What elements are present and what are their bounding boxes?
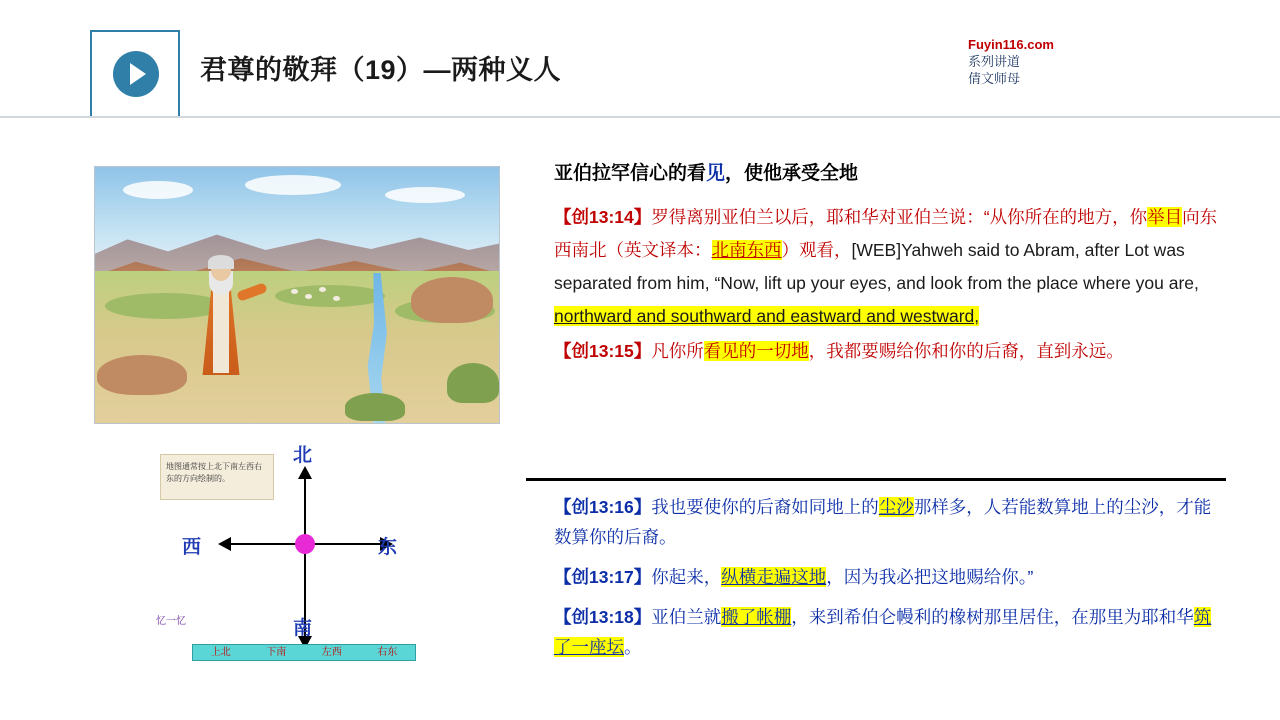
legend-item-3: 右东 <box>377 647 398 658</box>
cloud-shape <box>123 181 193 199</box>
verse-gen-13-15 <box>526 335 1226 368</box>
header-divider <box>0 116 1280 118</box>
cloud-shape <box>245 175 341 195</box>
verse-seg: 你起来， <box>651 567 722 587</box>
arrow-left-icon <box>218 537 231 551</box>
verse-seg: 。 <box>624 637 642 657</box>
verse-reference: 【创13:16】 <box>554 497 652 517</box>
sheep-dot <box>333 296 340 301</box>
verse-seg: 亚伯兰就 <box>651 607 722 627</box>
brand-speaker: 倩文师母 <box>968 71 1021 86</box>
scripture-column-bottom <box>526 492 1226 664</box>
page-title: 君尊的敬拜（19）—两种义人 <box>200 55 562 85</box>
verse-gen-13-16 <box>526 492 1226 552</box>
cloud-shape <box>385 187 465 203</box>
verse-gen-13-17 <box>526 562 1226 592</box>
verse-reference: 【创13:18】 <box>554 607 652 627</box>
verse-seg: ）观看， <box>781 240 852 260</box>
bush-shape <box>345 393 405 421</box>
abraham-tunic <box>213 285 229 373</box>
arrow-up-icon <box>298 466 312 479</box>
rock-formation <box>411 277 493 323</box>
brand-series: 系列讲道 <box>968 54 1021 69</box>
verse-seg: 凡你所 <box>651 341 704 361</box>
verse-seg-english-highlight: northward and southward and eastward and westward, <box>554 306 980 326</box>
verse-seg-highlight: 纵横走遍这地 <box>721 567 827 587</box>
abraham-hair <box>208 255 234 269</box>
verse-seg-highlight: 北南东西 <box>711 240 782 260</box>
heading-part-2: 见 <box>706 163 726 184</box>
verse-seg-english: [WEB]Yahweh said to Abram, after Lot was separated from him, “Now, lift up your eyes, and look from the place where you are, <box>554 240 1199 293</box>
brand-site: Fuyin116.com <box>968 37 1054 52</box>
legend-item-1: 下南 <box>266 647 287 658</box>
legend-item-2: 左西 <box>321 647 342 658</box>
compass-diagram <box>150 440 450 675</box>
sheep-dot <box>305 294 312 299</box>
grass-patch <box>105 293 225 319</box>
verse-seg-highlight: 举目 <box>1147 207 1183 227</box>
verse-seg: 罗得离别亚伯兰以后，耶和华对亚伯兰说：“从你所在的地方，你 <box>651 207 1148 227</box>
direction-south-label: 南 <box>293 618 313 639</box>
play-button-icon <box>113 51 159 97</box>
section-heading <box>554 158 1226 185</box>
verse-gen-13-18 <box>526 602 1226 662</box>
verse-reference: 【创13:14】 <box>554 207 652 227</box>
brand-block <box>968 36 1168 87</box>
scripture-column-top <box>526 158 1226 370</box>
heading-part-3: ，使他承受全地 <box>725 163 859 184</box>
verse-seg: 向东西南北（英文译本： <box>554 207 1218 260</box>
play-triangle-icon <box>130 63 146 85</box>
verse-gen-13-14 <box>526 201 1226 333</box>
verse-seg-highlight: 搬了帐棚 <box>721 607 792 627</box>
verse-seg: ，因为我必把这地赐给你。” <box>826 567 1034 587</box>
direction-legend <box>192 644 416 661</box>
center-point-marker <box>295 534 315 554</box>
sheep-dot <box>319 287 326 292</box>
section-divider <box>526 478 1226 481</box>
verse-reference: 【创13:17】 <box>554 567 652 587</box>
rock-formation <box>97 355 187 395</box>
slide-header <box>0 0 1280 118</box>
grass-patch <box>275 285 385 307</box>
verse-seg: 我也要使你的后裔如同地上的 <box>651 497 879 517</box>
verse-reference: 【创13:15】 <box>554 341 652 361</box>
direction-east-label: 东 <box>378 537 398 558</box>
legend-item-0: 上北 <box>210 647 231 658</box>
map-note: 地图通常按上北下南左西右东的方向绘制的。 <box>160 454 274 500</box>
verse-seg: 那样多，人若能数算地上的尘沙，才能数算你的后裔。 <box>554 497 1212 547</box>
verse-seg-highlight: 尘沙 <box>878 497 914 517</box>
direction-west-label: 西 <box>182 537 202 558</box>
verse-seg-highlight: 筑了一座坛 <box>554 607 1212 657</box>
verse-seg-highlight: 看见的一切地 <box>703 341 809 361</box>
recall-label: 忆一忆 <box>156 616 186 627</box>
heading-part-1: 亚伯拉罕信心的看 <box>554 163 707 184</box>
abraham-illustration <box>94 166 500 424</box>
sheep-dot <box>291 289 298 294</box>
direction-north-label: 北 <box>293 445 313 466</box>
verse-seg: ，来到希伯仑幔利的橡树那里居住，在那里为耶和华 <box>791 607 1194 627</box>
bush-shape <box>447 363 499 403</box>
verse-seg: ，我都要赐给你和你的后裔，直到永远。 <box>808 341 1124 361</box>
